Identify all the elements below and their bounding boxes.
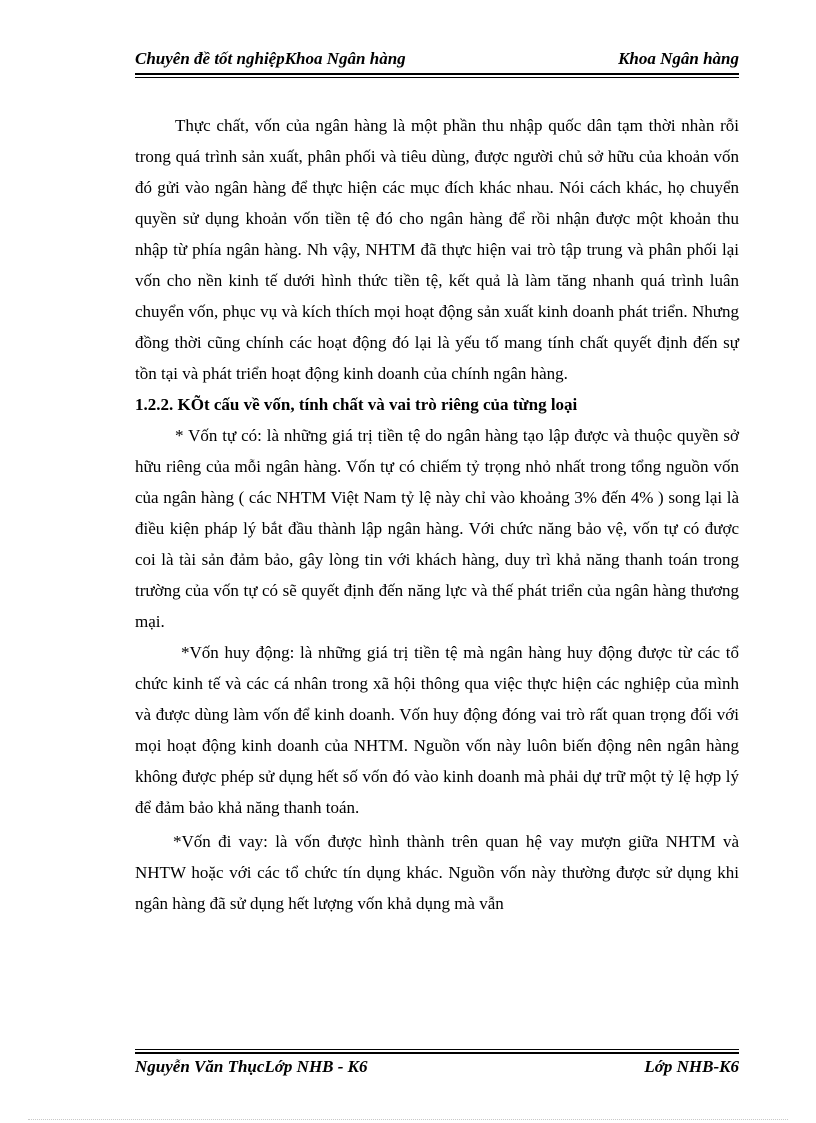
paragraph-von-tu-co: * Vốn tự có: là những giá trị tiền tệ do ngân hàng tạo lập được và thuộc quyền sở hữu riêng của mỗi ngân hàng. Vốn tự có chiếm tỷ trọng nhỏ nhất trong tổng nguồn vốn của ngân hàng ( các NHTM Việt Nam tỷ lệ này chỉ vào khoảng 3% đến 4% ) song lại là điều kiện pháp lý bắt đầu thành lập ngân hàng. Với chức năng bảo vệ, vốn tự có được coi là tài sản đảm bảo, gây lòng tin với khách hàng, duy trì khả năng thanh toán trong trường của vốn tự có sẽ quyết định đến năng lực và thế phát triển của ngân hàng thương mại. bbox=[135, 426, 739, 631]
footer-right-text: Lớp NHB-K6 bbox=[644, 1057, 739, 1076]
page-boundary bbox=[28, 1119, 788, 1120]
header-right-text: Khoa Ngân hàng bbox=[618, 49, 739, 68]
page-header bbox=[135, 47, 739, 73]
header-divider-thick bbox=[135, 73, 739, 75]
paragraph-von-huy-dong: *Vốn huy động: là những giá trị tiền tệ mà ngân hàng huy động được từ các tổ chức kinh tế và các cá nhân trong xã hội thông qua việc thực hiện các nghiệp của mình và được dùng làm vốn để kinh doanh. Vốn huy động đóng vai trò rất quan trọng đối với mọi hoạt động kinh doanh của NHTM. Nguồn vốn này luôn biến động nên ngân hàng không được phép sử dụng hết số vốn đó vào kinh doanh mà phải dự trữ một tỷ lệ hợp lý để đảm bảo khả năng thanh toán. bbox=[135, 643, 739, 817]
header-left-text: Chuyên đề tốt nghiệpKhoa Ngân hàng bbox=[135, 49, 406, 68]
document-body bbox=[135, 110, 739, 919]
section-heading: 1.2.2. KÕt cấu về vốn, tính chất và vai trò riêng của từng loại bbox=[135, 395, 578, 414]
header-divider-thin bbox=[135, 77, 739, 78]
footer-divider-thin bbox=[135, 1049, 739, 1050]
footer-divider-thick bbox=[135, 1052, 739, 1054]
paragraph-von-di-vay: *Vốn đi vay: là vốn được hình thành trên quan hệ vay mượn giữa NHTM và NHTW hoặc với các tổ chức tín dụng khác. Nguồn vốn này thường được sử dụng khi ngân hàng đã sử dụng hết lượng vốn khả dụng mà vẫn bbox=[135, 832, 739, 913]
paragraph-intro: Thực chất, vốn của ngân hàng là một phần thu nhập quốc dân tạm thời nhàn rỗi trong quá trình sản xuất, phân phối và tiêu dùng, được người chủ sở hữu của khoản vốn đó gửi vào ngân hàng để thực hiện các mục đích khác nhau. Nói cách khác, họ chuyển quyền sử dụng khoản vốn tiền tệ đó cho ngân hàng để rồi nhận được một khoản thu nhập từ phía ngân hàng. Nh vậy, NHTM đã thực hiện vai trò tập trung và phân phối lại vốn cho nền kinh tế dưới hình thức tiền tệ, kết quả là làm tăng nhanh quá trình luân chuyển vốn, phục vụ và kích thích mọi hoạt động sản xuất kinh doanh phát triển. Nhưng đồng thời cũng chính các hoạt động đó lại là yếu tố mang tính chất quyết định đến sự tồn tại và phát triển hoạt động kinh doanh của chính ngân hàng. bbox=[135, 116, 739, 383]
page-footer bbox=[135, 1055, 739, 1081]
footer-left-text: Nguyễn Văn ThụcLớp NHB - K6 bbox=[135, 1057, 368, 1076]
